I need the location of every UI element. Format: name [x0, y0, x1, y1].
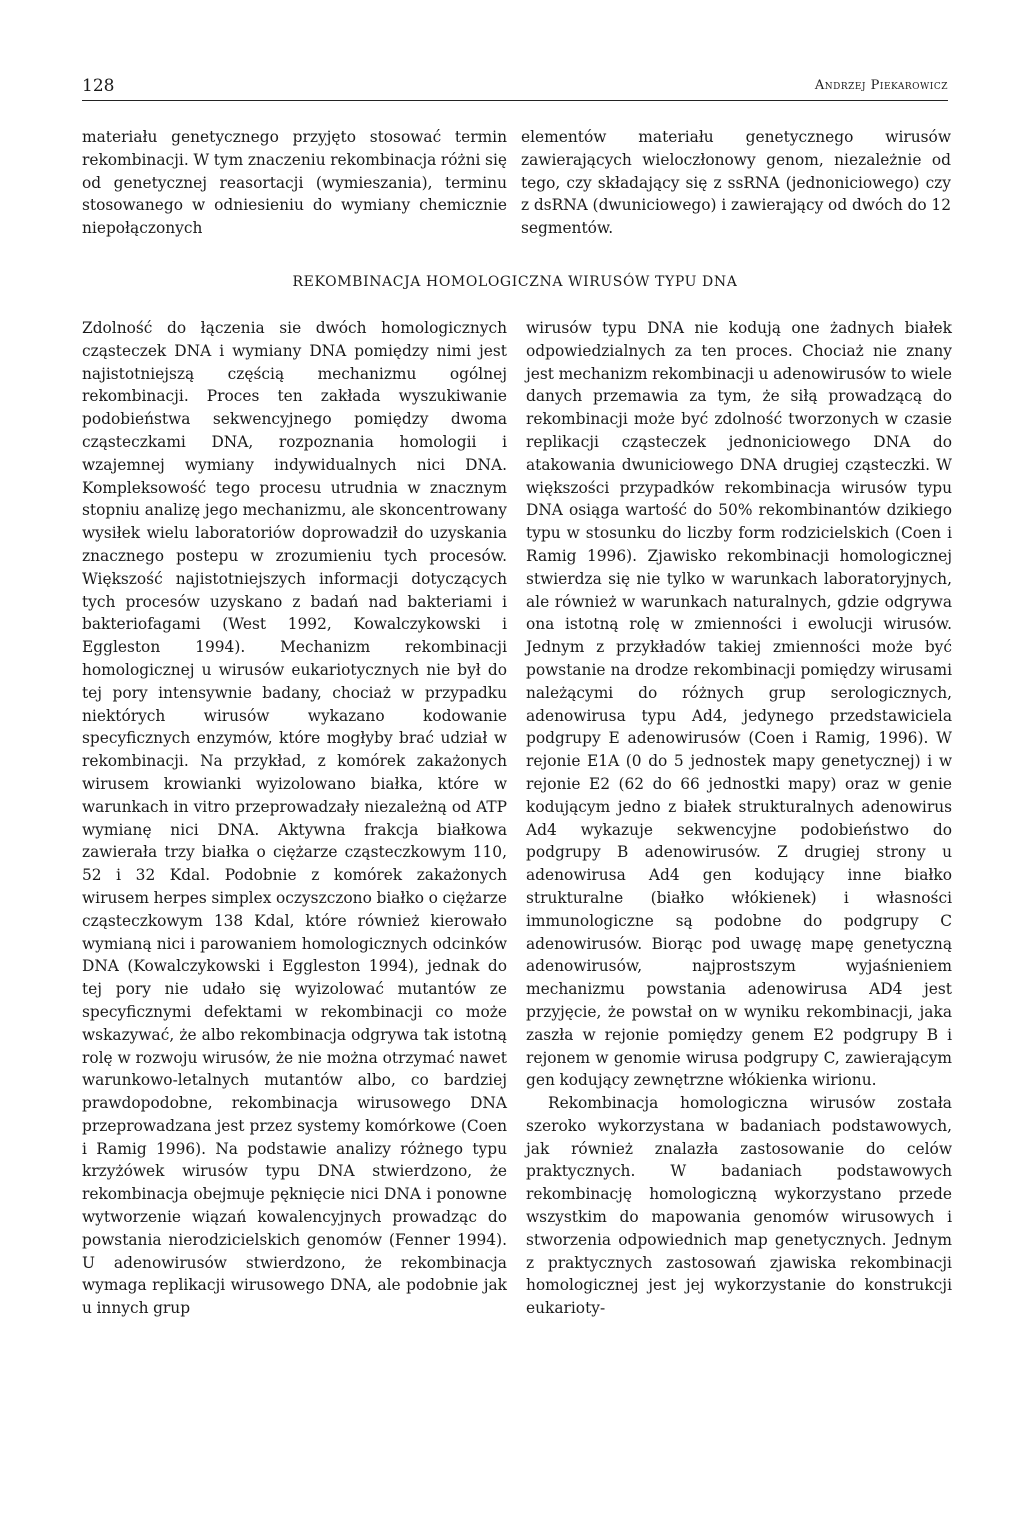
body-right-paragraph-1: wirusów typu DNA nie kodują one żadnych białek odpowiedzialnych za ten proces. Chociaż nie znany jest mechanizm rekombinacji u adenowirusów to wiele danych przemawia za tym, że siłą prowadzącą do rekombinacji może być zdolność tworzonych w czasie replikacji cząsteczek jednoniciowego DNA do atakowania dwuniciowego DNA drugiej cząsteczki. W większości przypadków rekombinacja wirusów typu DNA osiąga wartość do 50% rekombinantów dzikiego typu w stosunku do liczby form rodzicielskich (Coen i Ramig 1996). Zjawisko rekombinacji homologicznej stwierdza się nie tylko w warunkach laboratoryjnych, ale również w warunkach naturalnych, gdzie odgrywa ona istotną rolę w zmienności i ewolucji wirusów. Jednym z przykładów takiej zmienności może być powstanie na drodze rekombinacji pomiędzy wirusami należącymi do różnych grup serologicznych, adenowirusa typu Ad4, jedynego przedstawiciela podgrupy E adenowirusów (Coen i Ramig, 1996). W rejonie E1A (0 do 5 jednostek mapy genetycznej) i w rejonie E2 (62 do 66 jednostki mapy) oraz w genie kodującym jedno z białek strukturalnych adenowirus Ad4 wykazuje sekwencyjne podobieństwo do podgrupy B adenowirusów. Z drugiej strony u adenowirusa Ad4 gen kodujący inne białko strukturalne (białko włókienek) i własności immunologiczne są podobne do podgrupy C adenowirusów. Biorąc pod uwagę mapę genetyczną adenowirusów, najprostszym wyjaśnieniem mechanizmu powstania adenowirusa AD4 jest przyjęcie, że powstał on w wyniku rekombinacji, jaka zaszła w rejonie pomiędzy genem E2 podgrupy B i rejonem w genomie wirusa podgrupy C, zawierającym gen kodujący zewnętrzne włókienka wirionu.: [526, 319, 952, 1090]
page-header: [82, 74, 948, 101]
intro-left-text: materiału genetycznego przyjęto stosować termin rekombinacji. W tym znaczeniu rekombinacja różni się od genetycznej reasortacji (wymieszania), terminu stosowanego w odniesieniu do wymiany chemicznie niepołączonych: [82, 128, 507, 238]
body-left-column: [82, 317, 507, 1320]
section-title: REKOMBINACJA HOMOLOGICZNA WIRUSÓW TYPU DNA: [292, 274, 738, 290]
page-number: 128: [82, 76, 115, 96]
body-right-column: [526, 317, 952, 1320]
intro-left-column: [82, 126, 507, 240]
running-head: Andrzej Piekarowicz: [814, 78, 948, 93]
intro-right-text: elementów materiału genetycznego wirusów zawierających wieloczłonowy genom, niezależnie od tego, czy składający się z ssRNA (jednoniciowego) czy z dsRNA (dwuniciowego) i zawierający od dwóch do 12 segmentów.: [521, 128, 951, 238]
body-right-paragraph-2: Rekombinacja homologiczna wirusów została szeroko wykorzystana w badaniach podstawowych, jak również znalazła zastosowanie do celów praktycznych. W badaniach podstawowych rekombinację homologiczną wykorzystano przede wszystkim do mapowania genomów wirusowych i stworzenia odpowiednich map genetycznych. Jednym z praktycznych zastosowań zjawiska rekombinacji homologicznej jest jej wykorzystanie do konstrukcji eukarioty-: [526, 1094, 952, 1318]
intro-right-column: [521, 126, 951, 240]
body-left-text: Zdolność do łączenia sie dwóch homologicznych cząsteczek DNA i wymiany DNA pomiędzy nimi jest najistotniejszą częścią mechanizmu ogólnej rekombinacji. Proces ten zakłada wyszukiwanie podobieństwa sekwencyjnego pomiędzy dwoma cząsteczkami DNA, rozpoznania homologii i wzajemnej wymiany indywidualnych nici DNA. Kompleksowość tego procesu utrudnia w znacznym stopniu analizę jego mechanizmu, ale skoncentrowany wysiłek wielu laboratoriów doprowadził do uzyskania znacznego postepu w zrozumieniu tych procesów. Większość najistotniejszych informacji dotyczących tych procesów uzyskano z badań nad bakteriami i bakteriofagami (West 1992, Kowalczykowski i Eggleston 1994). Mechanizm rekombinacji homologicznej u wirusów eukariotycznych nie był do tej pory intensywnie badany, chociaż w przypadku niektórych wirusów wykazano kodowanie specyficznych enzymów, które mogłyby brać udział w rekombinacji. Na przykład, z komórek zakażonych wirusem krowianki wyizolowano białka, które w warunkach in vitro przeprowadzały niezależną od ATP wymianę nici DNA. Aktywna frakcja białkowa zawierała trzy białka o ciężarze cząsteczkowym 110, 52 i 32 Kdal. Podobnie z komórek zakażonych wirusem herpes simplex oczyszczono białko o ciężarze cząsteczkowym 138 Kdal, które również kierowało wymianą nici i parowaniem homologicznych odcinków DNA (Kowalczykowski i Eggleston 1994), jednak do tej pory nie udało się wyizolować mutantów ze specyficznymi defektami w rekombinacji co może wskazywać, że albo rekombinacja odgrywa tak istotną rolę w rozwoju wirusów, że nie można otrzymać nawet warunkowo-letalnych mutantów albo, co bardziej prawdopodobne, rekombinacja wirusowego DNA przeprowadzana jest przez systemy komórkowe (Coen i Ramig 1996). Na podstawie analizy różnego typu krzyżówek wirusów typu DNA stwierdzono, że rekombinacja obejmuje pęknięcie nici DNA i ponowne wytworzenie wiązań kowalencyjnych prowadząc do powstania nierodzicielskich genomów (Fenner 1994). U adenowirusów stwierdzono, że rekombinacja wymaga replikacji wirusowego DNA, ale podobnie jak u innych grup: [82, 319, 507, 1318]
